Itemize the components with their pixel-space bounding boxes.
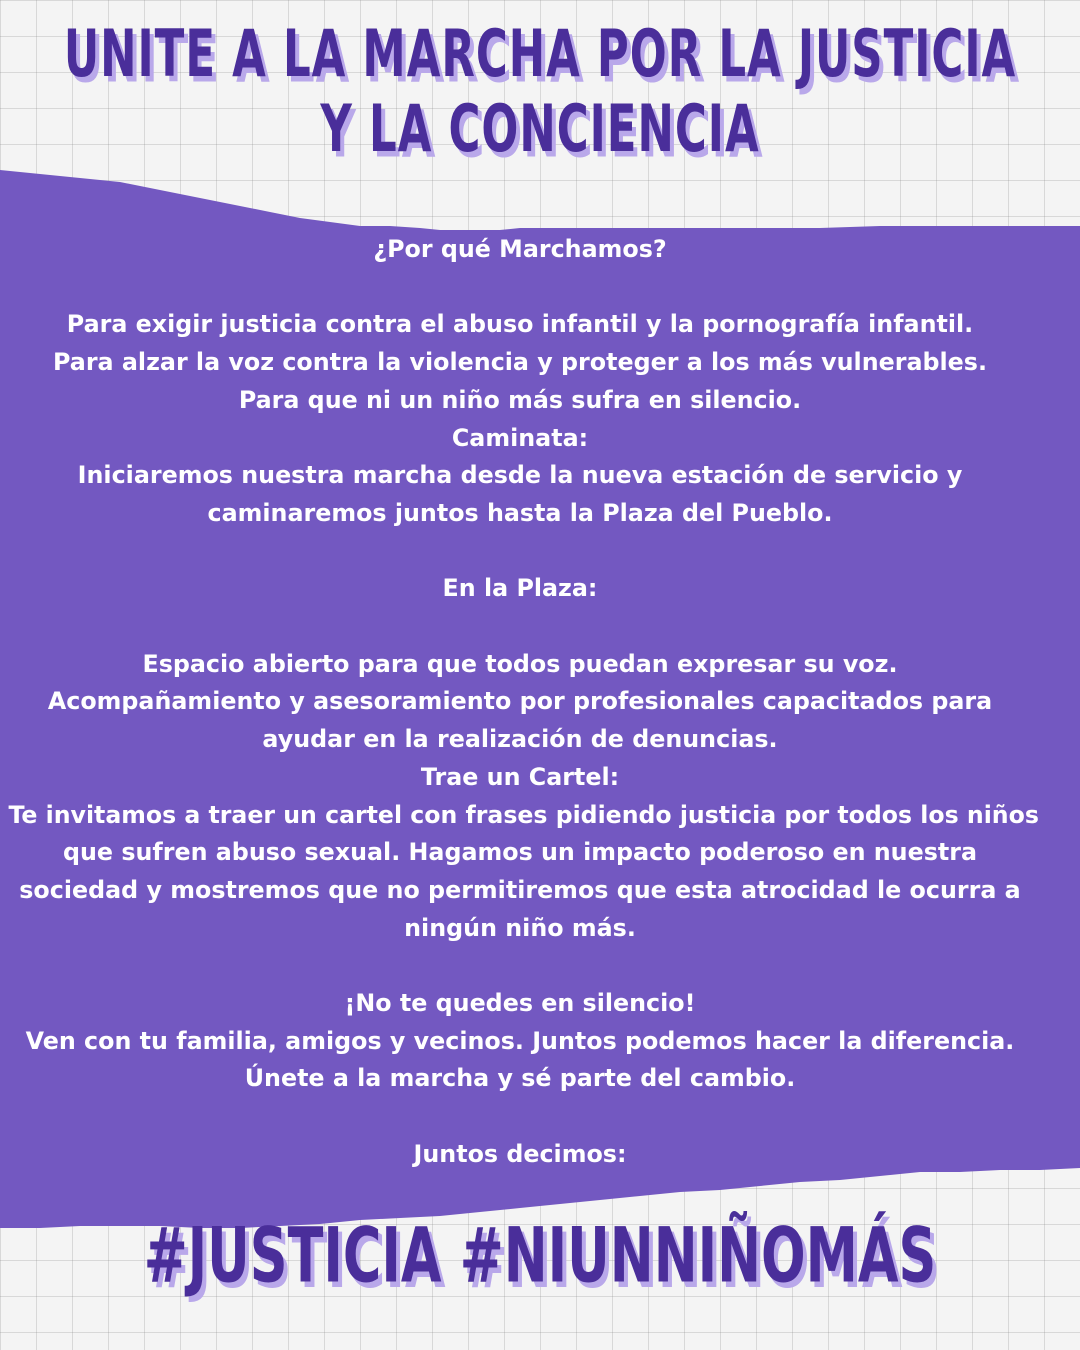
march-details xyxy=(0,231,1040,1174)
why-heading: ¿Por qué Marchamos? xyxy=(373,235,667,263)
headline-line-1: UNITE A LA MARCHA POR LA JUSTICIA xyxy=(63,16,1017,93)
why-line: Para que ni un niño más sufra en silencio. xyxy=(238,385,802,414)
closing-line: Juntos decimos: xyxy=(413,1139,627,1168)
walk-heading: Caminata: xyxy=(451,423,589,452)
why-line: Para exigir justicia contra el abuso infantil y la pornografía infantil. xyxy=(66,310,974,339)
spacer xyxy=(5,533,1035,571)
plaza-line: Espacio abierto para que todos puedan expresar su voz. xyxy=(142,649,898,678)
spacer xyxy=(5,269,1035,307)
hashtags-text: #JUSTICIA #NIUNNIÑOMÁS xyxy=(143,1211,937,1300)
sign-line: que sufren abuso sexual. Hagamos un impacto poderoso en nuestra xyxy=(62,838,978,867)
spacer xyxy=(5,608,1035,646)
silence-line: Únete a la marcha y sé parte del cambio. xyxy=(244,1064,796,1093)
why-line: Para alzar la voz contra la violencia y proteger a los más vulnerables. xyxy=(53,348,987,377)
silence-heading: ¡No te quedes en silencio! xyxy=(344,989,696,1017)
plaza-heading: En la Plaza: xyxy=(442,574,598,603)
silence-line: Ven con tu familia, amigos y vecinos. Juntos podemos hacer la diferencia. xyxy=(25,1026,1015,1055)
sign-line: Te invitamos a traer un cartel con frases pidiendo justicia por todos los niños xyxy=(8,800,1039,829)
poster-headline xyxy=(0,16,1080,168)
sign-line: ningún niño más. xyxy=(404,913,636,942)
spacer xyxy=(5,1098,1035,1136)
sign-heading: Trae un Cartel: xyxy=(420,762,620,791)
spacer xyxy=(5,947,1035,985)
walk-line: caminaremos juntos hasta la Plaza del Pueblo. xyxy=(207,498,833,527)
plaza-line: ayudar en la realización de denuncias. xyxy=(262,725,778,754)
sign-line: sociedad y mostremos que no permitiremos que esta atrocidad le ocurra a xyxy=(19,875,1021,904)
headline-line-2: Y LA CONCIENCIA xyxy=(320,91,760,168)
plaza-line: Acompañamiento y asesoramiento por profesionales capacitados para xyxy=(47,687,993,716)
hashtags xyxy=(0,1211,1080,1300)
walk-line: Iniciaremos nuestra marcha desde la nueva estación de servicio y xyxy=(77,461,963,490)
